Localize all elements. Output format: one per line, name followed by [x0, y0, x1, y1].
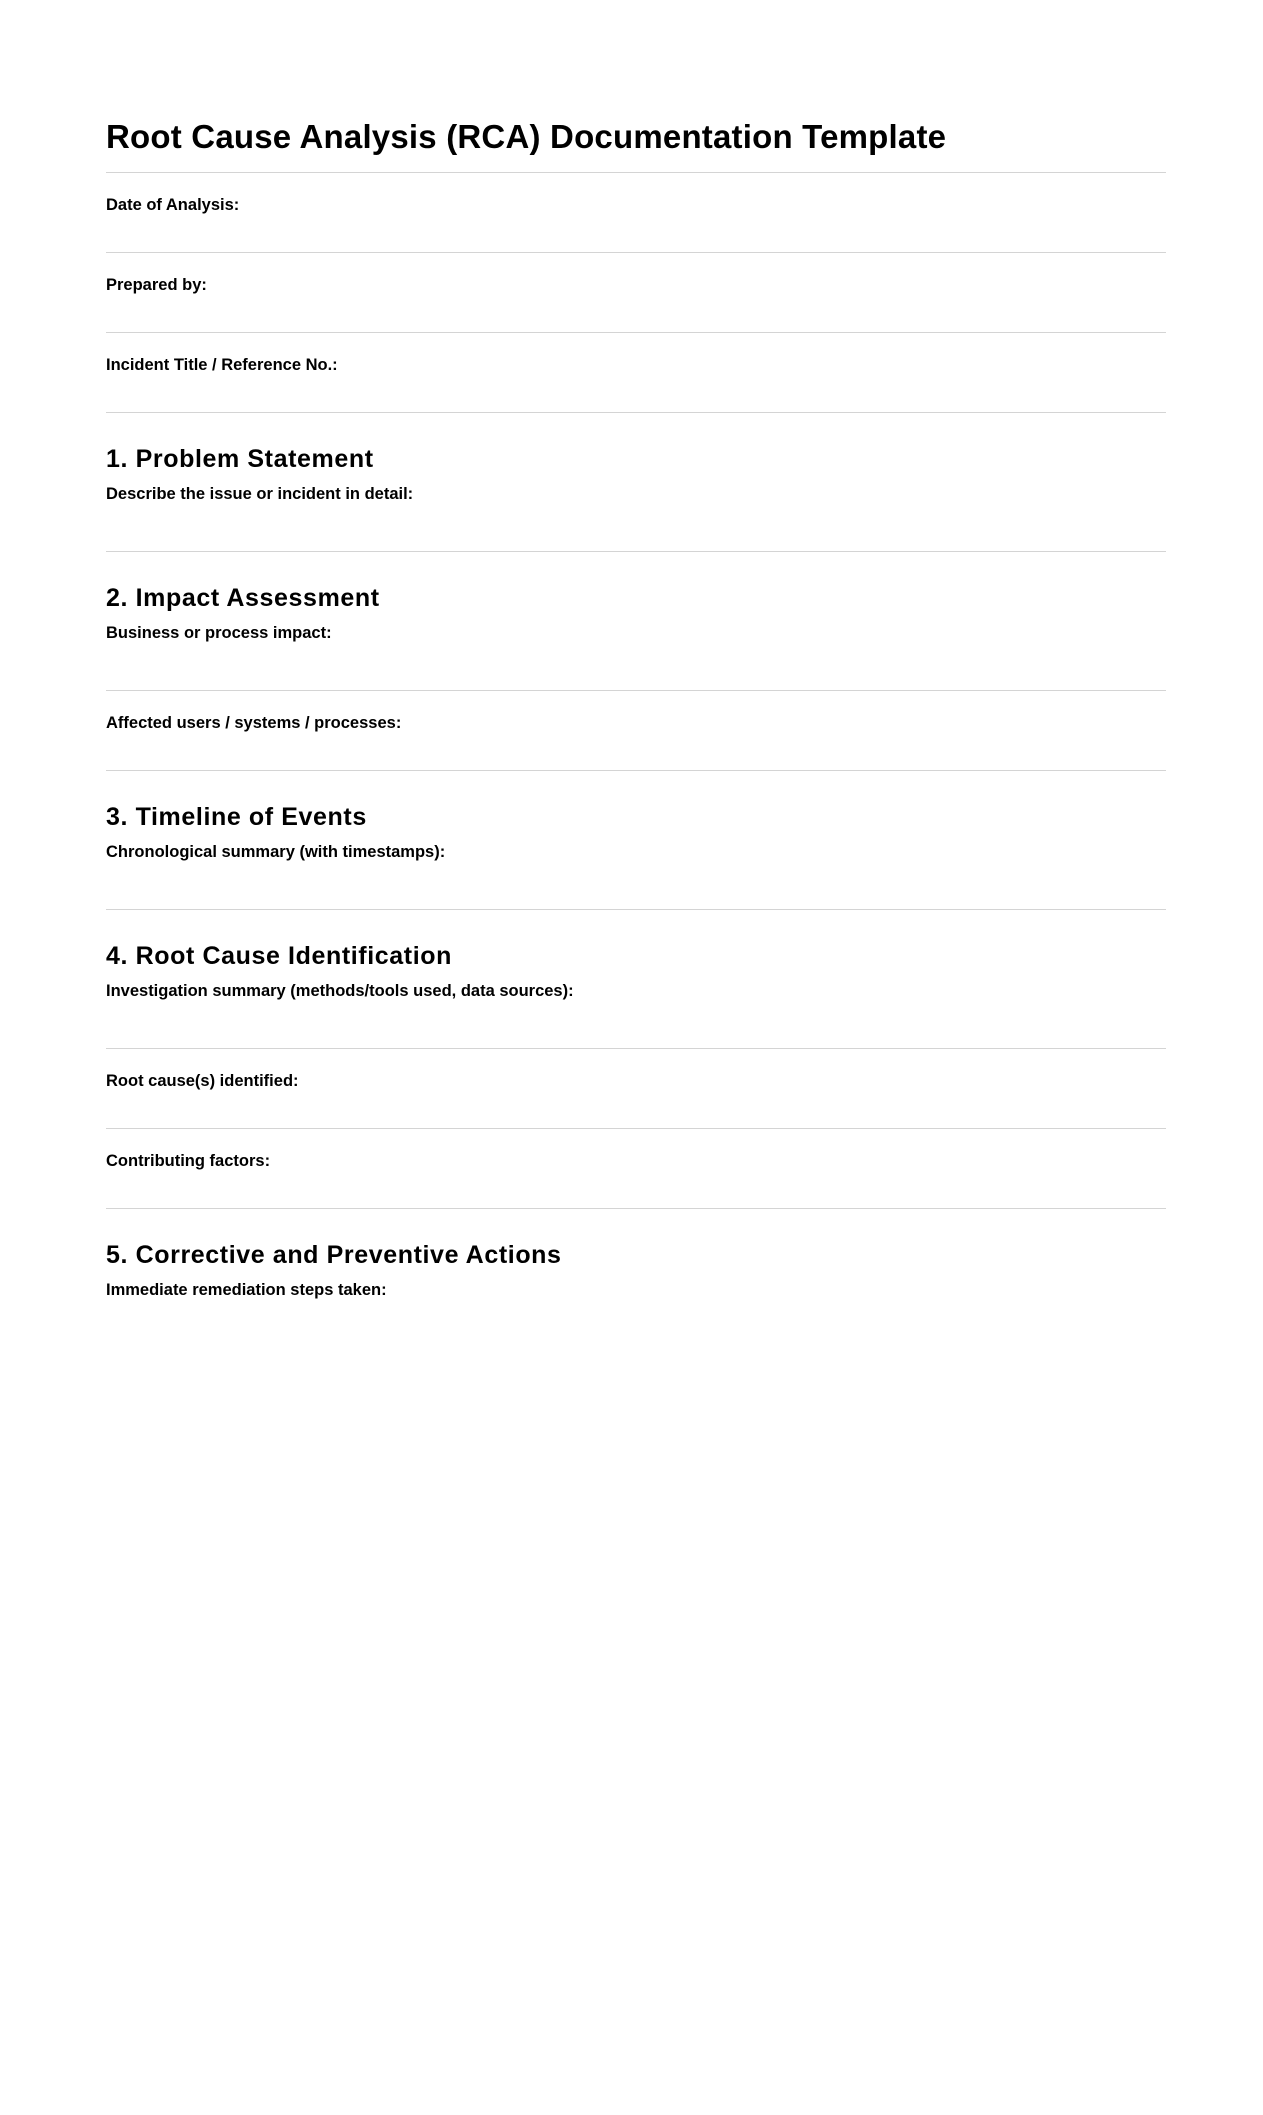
document-title: Root Cause Analysis (RCA) Documentation Template	[106, 118, 947, 155]
section-heading: 3. Timeline of Events	[106, 803, 367, 831]
field-label: Prepared by:	[106, 276, 207, 294]
field-label: Business or process impact:	[106, 624, 332, 642]
chronological-summary-field[interactable]	[106, 833, 1166, 909]
section-heading: 2. Impact Assessment	[106, 584, 380, 612]
section-problem-statement	[106, 413, 1166, 551]
section-timeline-of-events	[106, 771, 1166, 909]
field-label: Chronological summary (with timestamps):	[106, 843, 446, 861]
root-causes-field[interactable]	[106, 1049, 1166, 1128]
section-heading: 5. Corrective and Preventive Actions	[106, 1241, 562, 1269]
field-label: Immediate remediation steps taken:	[106, 1281, 387, 1299]
section-root-cause-identification	[106, 910, 1166, 1048]
field-label: Root cause(s) identified:	[106, 1072, 299, 1090]
prepared-by-field[interactable]	[106, 253, 1166, 332]
date-of-analysis-field[interactable]	[106, 173, 1166, 252]
incident-title-field[interactable]	[106, 333, 1166, 412]
field-label: Date of Analysis:	[106, 196, 240, 214]
section-impact-assessment	[106, 552, 1166, 690]
field-label: Contributing factors:	[106, 1152, 271, 1170]
field-label: Affected users / systems / processes:	[106, 714, 402, 732]
section-heading: 4. Root Cause Identification	[106, 942, 452, 970]
affected-users-field[interactable]	[106, 691, 1166, 770]
business-impact-field[interactable]	[106, 614, 1166, 690]
section-heading: 1. Problem Statement	[106, 445, 374, 473]
section-corrective-preventive-actions	[106, 1209, 1166, 1347]
field-label: Investigation summary (methods/tools used, data sources):	[106, 982, 574, 1000]
problem-description-field[interactable]	[106, 475, 1166, 551]
document-page	[106, 112, 1166, 1347]
contributing-factors-field[interactable]	[106, 1129, 1166, 1208]
investigation-summary-field[interactable]	[106, 972, 1166, 1048]
field-label: Incident Title / Reference No.:	[106, 356, 338, 374]
remediation-steps-field[interactable]	[106, 1271, 1166, 1347]
field-label: Describe the issue or incident in detail:	[106, 485, 414, 503]
